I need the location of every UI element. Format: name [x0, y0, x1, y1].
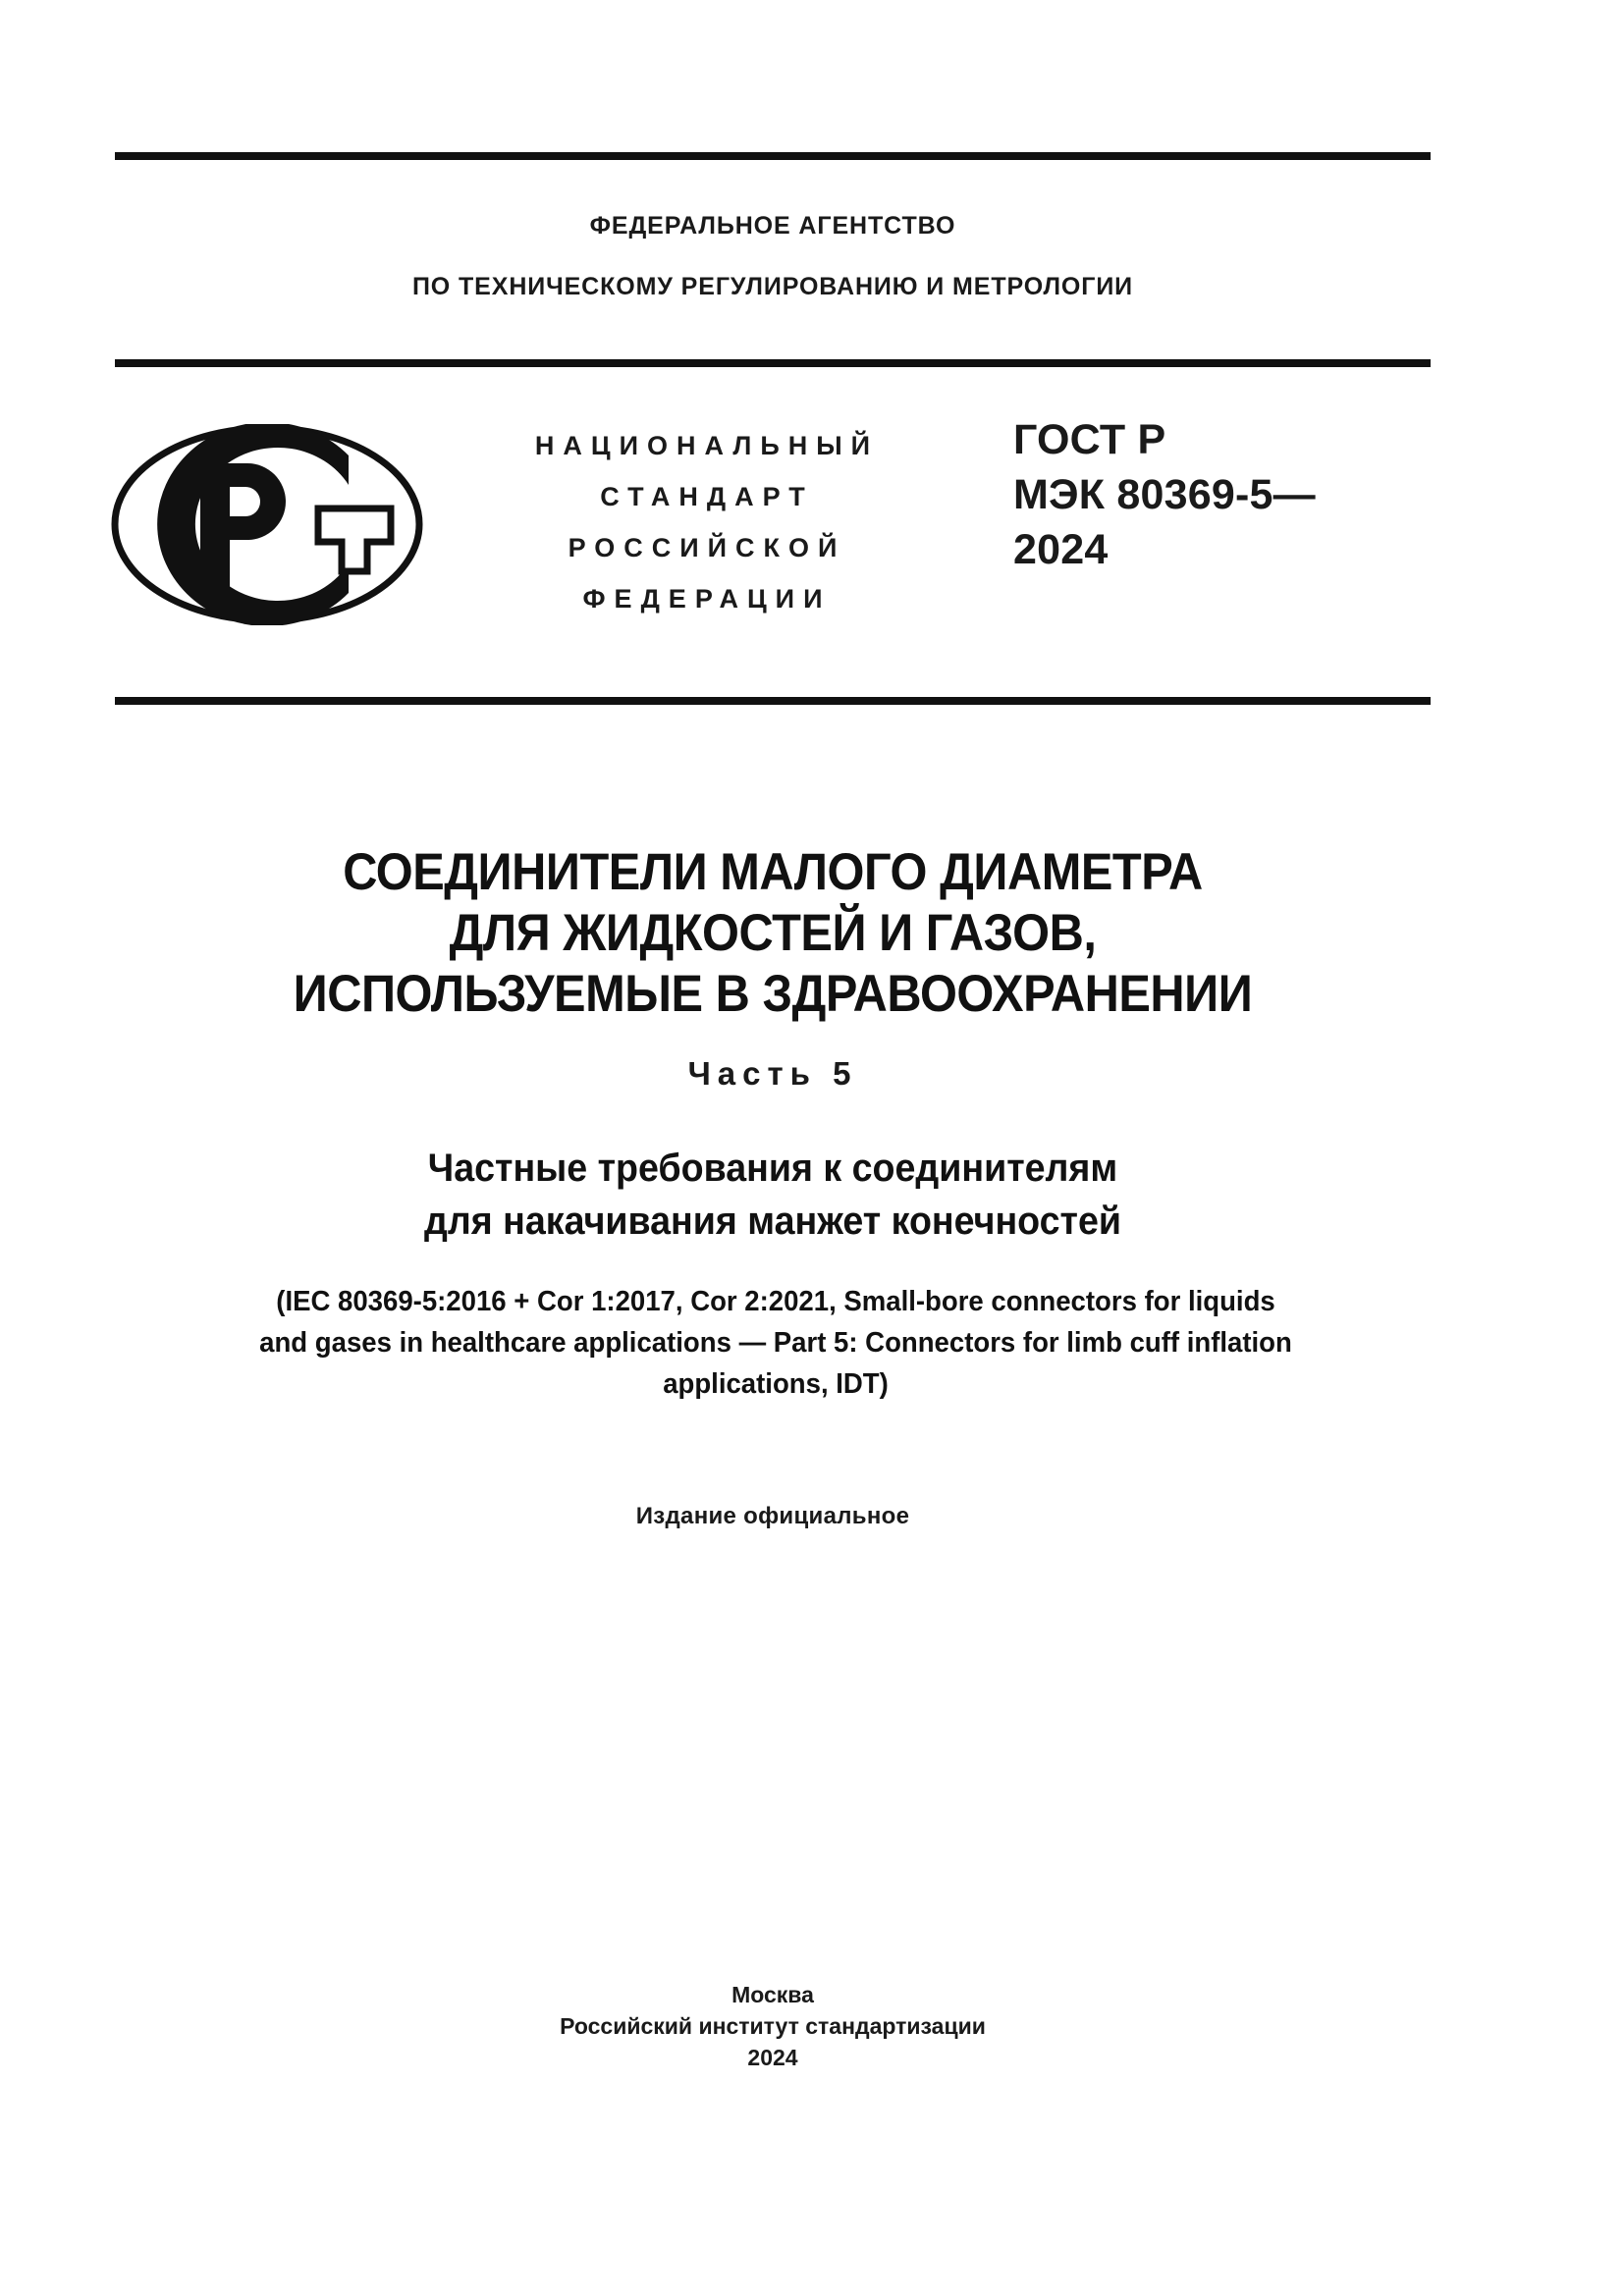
imprint-city: Москва [731, 1982, 814, 2007]
national-standard-line-1: НАЦИОНАЛЬНЫЙ [534, 431, 880, 460]
agency-name-line-2: ПО ТЕХНИЧЕСКОМУ РЕГУЛИРОВАНИЮ И МЕТРОЛОГИИ [411, 273, 1134, 300]
header-divider-bottom [115, 697, 1431, 705]
document-subtitle [154, 1142, 1391, 1248]
title-line-2: ДЛЯ ЖИДКОСТЕЙ И ГАЗОВ, [449, 904, 1097, 962]
title-line-1: СОЕДИНИТЕЛИ МАЛОГО ДИАМЕТРА [343, 843, 1203, 901]
document-title [168, 842, 1379, 1025]
iec-reference-line-3: applications, IDT) [663, 1368, 889, 1400]
subtitle-line-2: для накачивания манжет конечностей [424, 1200, 1121, 1243]
iec-reference [170, 1281, 1382, 1405]
part-number: Часть 5 [687, 1055, 858, 1092]
agency-name-line-1: ФЕДЕРАЛЬНОЕ АГЕНТСТВО [589, 212, 956, 240]
header-divider-top [115, 152, 1431, 160]
imprint-publisher: Российский институт стандартизации [560, 2013, 986, 2039]
designation-line-2: МЭК 80369-5— [1013, 471, 1316, 518]
national-standard-line-4: ФЕДЕРАЦИИ [582, 584, 832, 614]
title-line-3: ИСПОЛЬЗУЕМЫЕ В ЗДРАВООХРАНЕНИИ [293, 965, 1253, 1023]
iec-reference-line-1: (IEC 80369-5:2016 + Cor 1:2017, Cor 2:2021, Small-bore connectors for liquids [276, 1286, 1275, 1317]
national-standard-line-2: СТАНДАРТ [600, 482, 814, 511]
iec-reference-line-2: and gases in healthcare applications — Part 5: Connectors for limb cuff inflation [259, 1327, 1292, 1359]
national-standard-heading [447, 420, 967, 624]
designation-line-1: ГОСТ Р [1013, 416, 1166, 463]
rst-emblem-icon [110, 424, 424, 625]
designation-line-3: 2024 [1013, 526, 1109, 573]
subtitle-line-1: Частные требования к соединителям [427, 1147, 1118, 1190]
official-edition-note: Издание официальное [635, 1503, 910, 1529]
national-standard-line-3: РОССИЙСКОЙ [568, 533, 846, 562]
standard-designation [1013, 412, 1435, 577]
imprint-year: 2024 [747, 2045, 798, 2070]
publisher-imprint [115, 1979, 1431, 2073]
header-divider-middle [115, 359, 1431, 367]
